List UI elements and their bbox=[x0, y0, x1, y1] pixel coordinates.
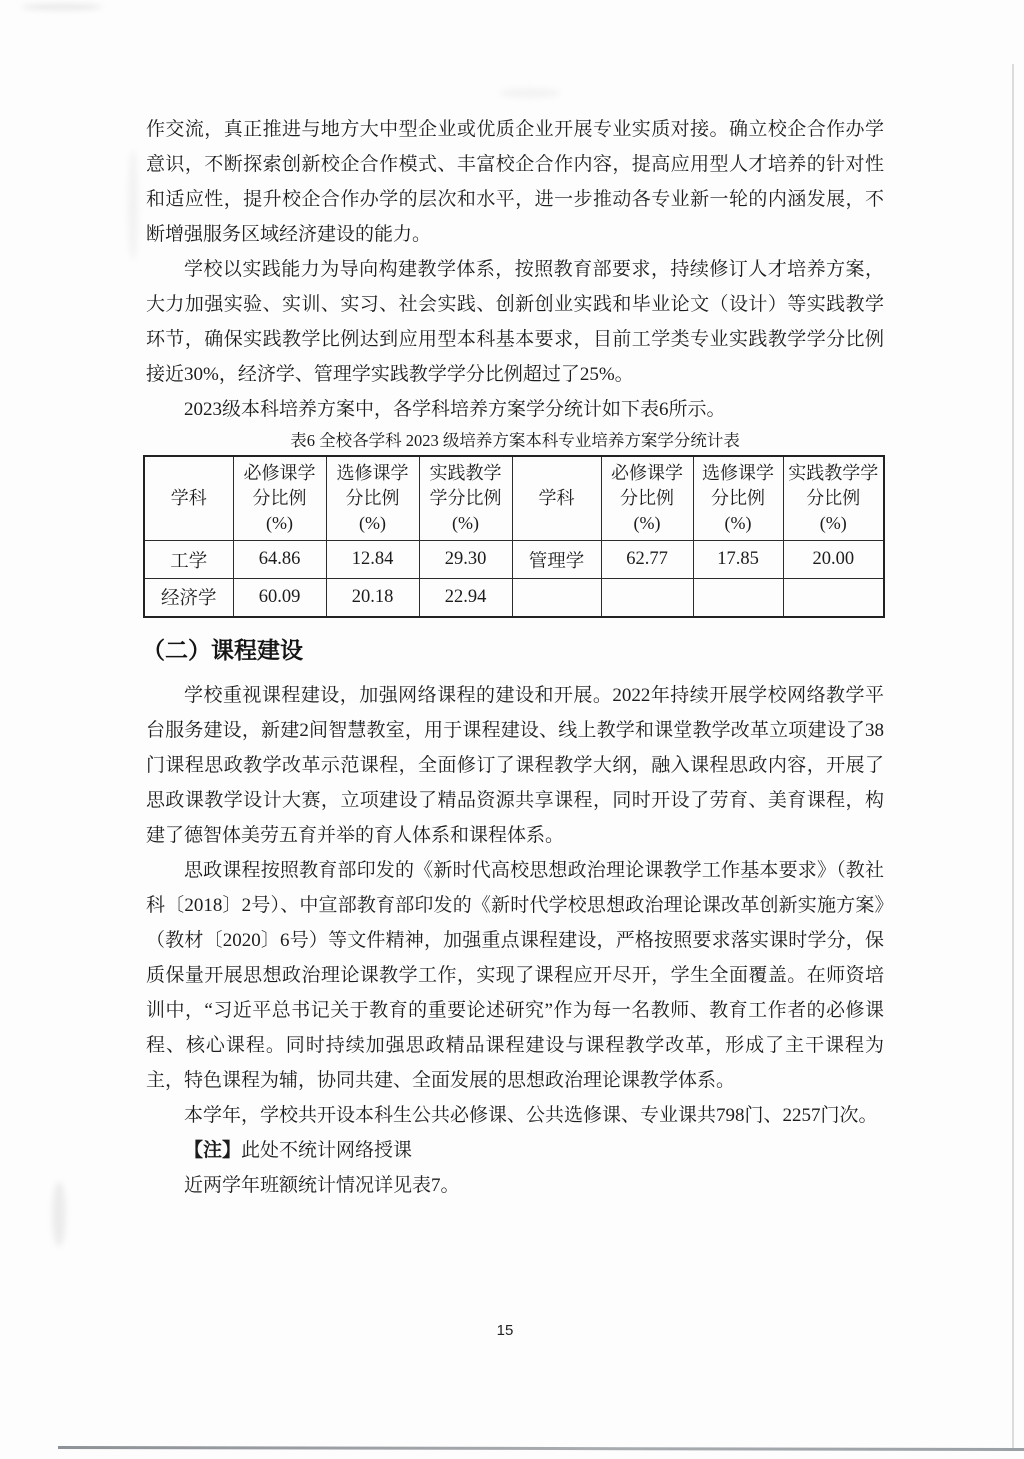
table6-caption: 表6 全校各学科 2023 级培养方案本科专业培养方案学分统计表 bbox=[290, 431, 740, 450]
paragraph-ideological-courses: 思政课程按照教育部印发的《新时代高校思想政治理论课教学工作基本要求》（教社科〔2018〕2号）、中宣部教育部印发的《新时代学校思想政治理论课改革创新实施方案》（教材〔2020〕6号）等文件精神，加强重点课程建设，严格按照要求落实课时学分，保质保量开展思想政治理论课教学工作，实现了课程应开尽开，学生全面覆盖。在师资培训中，“习近平总书记关于教育的重要论述研究”作为每一名教师、教育工作者的必修课程、核心课程。同时持续加强思政精品课程建设与课程教学改革，形成了主干课程为主，特色课程为辅，协同共建、全面发展的思想政治理论课教学体系。 bbox=[146, 859, 884, 1091]
table6-header-required-left bbox=[233, 456, 326, 541]
header-unit: (%) bbox=[633, 513, 661, 533]
page-bottom-edge bbox=[58, 1446, 1024, 1451]
paragraph-table6-intro: 2023级本科培养方案中，各学科培养方案学分统计如下表6所示。 bbox=[184, 399, 726, 420]
cell-subject bbox=[512, 579, 601, 617]
table-row bbox=[144, 579, 884, 617]
header-title: 学科 bbox=[170, 488, 207, 508]
cell-value bbox=[783, 579, 884, 617]
header-title: 必修课学分比例 bbox=[243, 463, 316, 508]
table6-header-practice-right bbox=[783, 456, 884, 541]
table6-header-subject-left bbox=[144, 456, 233, 541]
header-unit: (%) bbox=[819, 513, 847, 533]
cell-value: 29.30 bbox=[419, 541, 512, 579]
cell-subject: 工学 bbox=[144, 541, 233, 579]
table6-header-practice-left bbox=[419, 456, 512, 541]
cell-value: 12.84 bbox=[326, 541, 419, 579]
table6-header-row bbox=[144, 456, 884, 541]
page-right-edge bbox=[1012, 64, 1014, 1448]
cell-value: 60.09 bbox=[233, 579, 326, 617]
scan-smudge bbox=[52, 1182, 66, 1246]
note-line bbox=[146, 1133, 884, 1168]
cell-value bbox=[601, 579, 693, 617]
table6-header-elective-right bbox=[693, 456, 783, 541]
section-heading-course-construction: （二）课程建设 bbox=[142, 636, 303, 663]
cell-value: 20.00 bbox=[783, 541, 884, 579]
table6-header-required-right bbox=[601, 456, 693, 541]
header-unit: (%) bbox=[452, 513, 479, 533]
table6-header-elective-left bbox=[326, 456, 419, 541]
header-unit: (%) bbox=[359, 513, 386, 533]
cell-value: 62.77 bbox=[601, 541, 693, 579]
scan-smudge bbox=[128, 150, 138, 260]
note-text: 此处不统计网络授课 bbox=[241, 1139, 413, 1161]
header-title: 选修课学分比例 bbox=[336, 463, 409, 508]
header-title: 学科 bbox=[538, 488, 575, 508]
page-number: 15 bbox=[496, 1322, 514, 1339]
header-title: 实践教学学分比例 bbox=[788, 463, 879, 508]
cell-value: 17.85 bbox=[693, 541, 783, 579]
scan-smudge bbox=[500, 88, 560, 98]
header-unit: (%) bbox=[266, 513, 293, 533]
scan-smudge bbox=[22, 4, 102, 10]
cell-value: 64.86 bbox=[233, 541, 326, 579]
paragraph-table7-reference: 近两学年班额统计情况详见表7。 bbox=[184, 1174, 460, 1196]
header-title: 选修课学分比例 bbox=[702, 463, 774, 508]
header-title: 实践教学学分比例 bbox=[429, 463, 502, 508]
paragraph-course-construction: 学校重视课程建设，加强网络课程的建设和开展。2022年持续开展学校网络教学平台服务建设，新建2间智慧教室，用于课程建设、线上教学和课堂教学改革立项建设了38门课程思政教学改革示范课程，全面修订了课程教学大纲，融入课程思政内容，开展了思政课教学设计大赛，立项建设了精品资源共享课程，同时开设了劳育、美育课程，构建了德智体美劳五育并举的育人体系和课程体系。 bbox=[146, 684, 884, 846]
table6-header-subject-right bbox=[512, 456, 601, 541]
cell-value: 22.94 bbox=[419, 579, 512, 617]
header-title: 必修课学分比例 bbox=[611, 463, 683, 508]
page-content bbox=[142, 112, 884, 1203]
cell-subject: 管理学 bbox=[512, 541, 601, 579]
paragraph-practice-teaching: 学校以实践能力为导向构建教学体系，按照教育部要求，持续修订人才培养方案，大力加强实验、实训、实习、社会实践、创新创业实践和毕业论文（设计）等实践教学环节，确保实践教学比例达到应用型本科基本要求，目前工学类专业实践教学学分比例接近30%，经济学、管理学实践教学学分比例超过了25%。 bbox=[146, 259, 884, 385]
cell-subject: 经济学 bbox=[144, 579, 233, 617]
cell-value bbox=[693, 579, 783, 617]
paragraph-school-enterprise: 作交流，真正推进与地方大中型企业或优质企业开展专业实质对接。确立校企合作办学意识，不断探索创新校企合作模式、丰富校企合作内容，提高应用型人才培养的针对性和适应性，提升校企合作办学的层次和水平，进一步推动各专业新一轮的内涵发展，不断增强服务区域经济建设的能力。 bbox=[146, 119, 884, 245]
table6-credit-statistics bbox=[143, 455, 885, 618]
note-label: 【注】 bbox=[184, 1139, 242, 1161]
header-unit: (%) bbox=[724, 513, 752, 533]
cell-value: 20.18 bbox=[326, 579, 419, 617]
paragraph-course-counts: 本学年，学校共开设本科生公共必修课、公共选修课、专业课共798门、2257门次。 bbox=[184, 1104, 878, 1126]
table-row bbox=[144, 541, 884, 579]
